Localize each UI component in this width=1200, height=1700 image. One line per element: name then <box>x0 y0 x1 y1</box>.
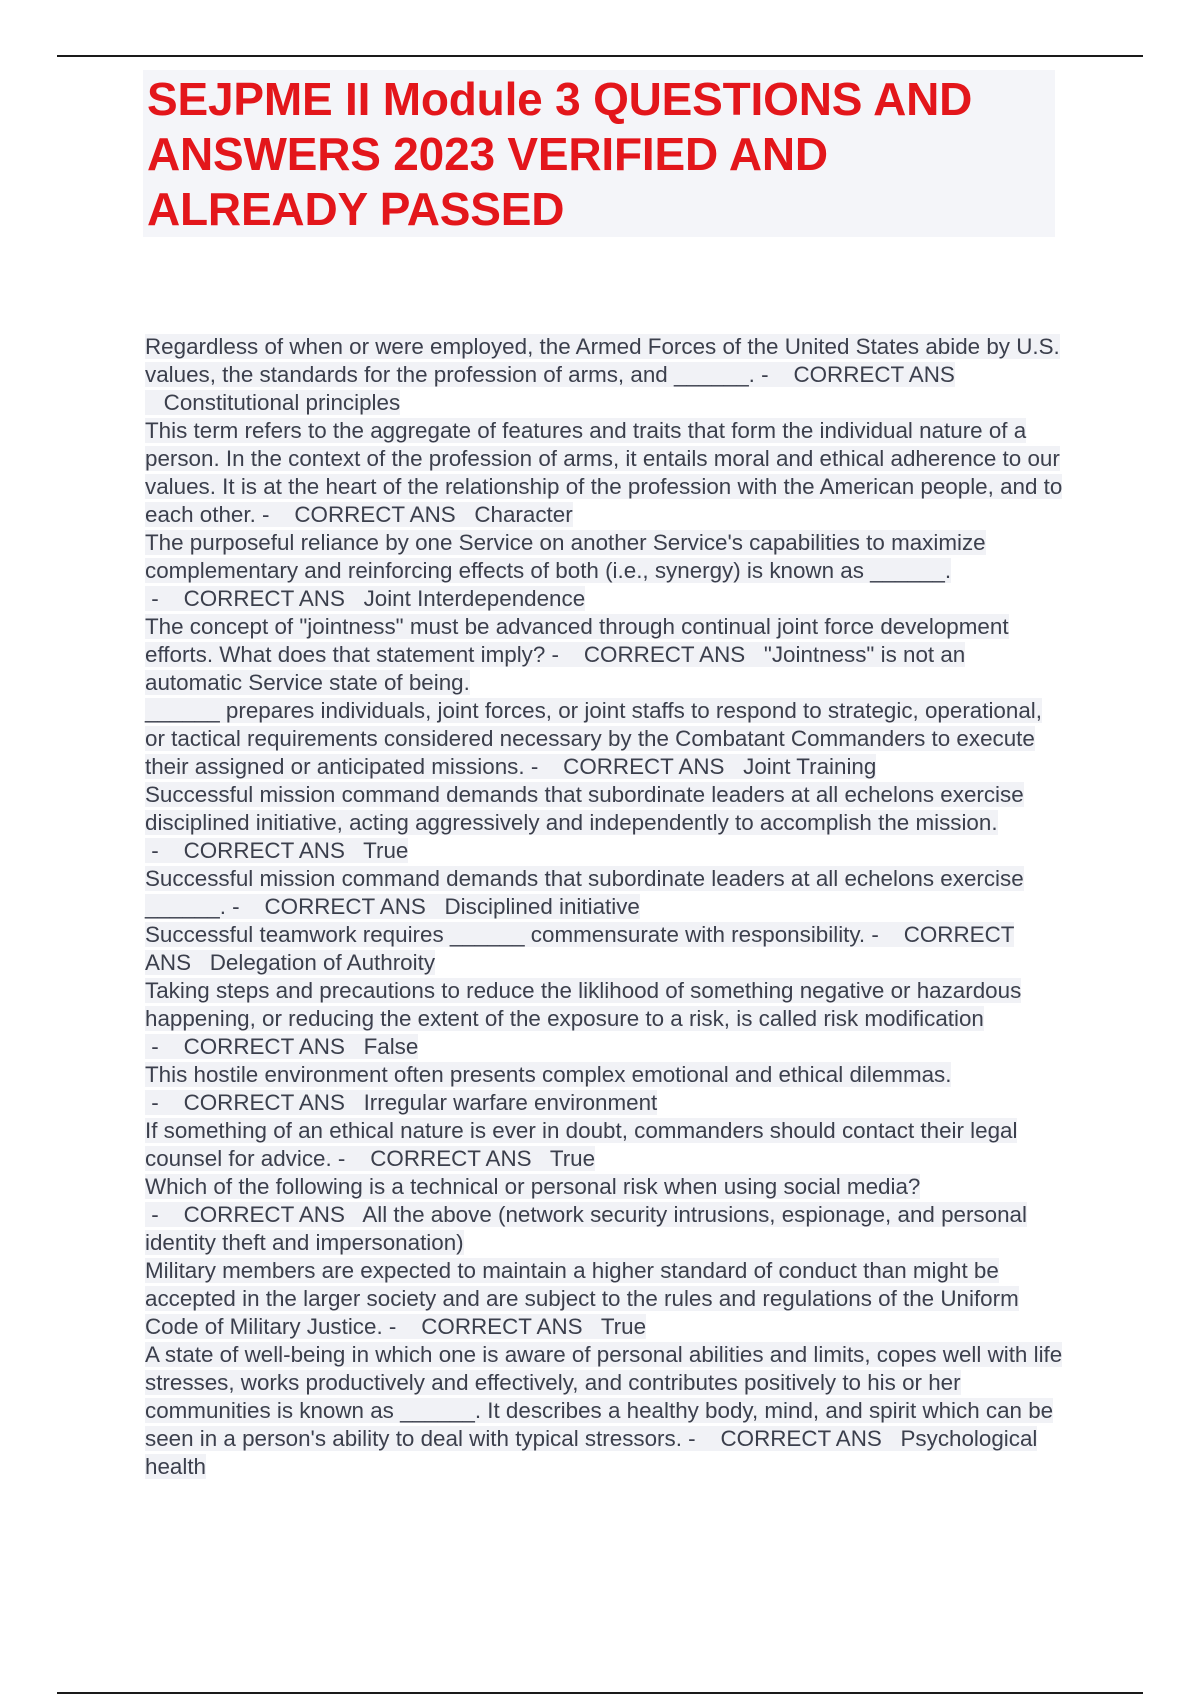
qa-text <box>145 530 986 611</box>
answer-gap <box>426 894 445 919</box>
answer-separator: - <box>524 754 564 779</box>
answer-text: Irregular warfare environment <box>363 1090 658 1115</box>
answer-gap <box>345 1202 362 1227</box>
answer-separator: - <box>754 362 794 387</box>
answer-text: Joint Training <box>743 754 877 779</box>
answer-text: Disciplined initiative <box>444 894 640 919</box>
answer-prefix: CORRECT ANS <box>294 502 456 527</box>
answer-prefix: CORRECT ANS <box>183 838 345 863</box>
qa-text <box>145 782 1024 863</box>
question-text: ______ prepares individuals, joint forces, or joint staffs to respond to strategic, operational, or tactical requirements considered necessary by the Combatant Commanders to execute their assigned or anticipated missions. <box>145 698 1042 779</box>
question-text: The purposeful reliance by one Service on another Service's capabilities to maximize complementary and reinforcing effects of both (i.e., synergy) is known as ______. <box>145 530 986 583</box>
bottom-rule <box>57 1692 1143 1694</box>
answer-prefix: CORRECT ANS <box>720 1426 882 1451</box>
answer-separator: - <box>145 586 184 611</box>
question-text: If something of an ethical nature is ever in doubt, commanders should contact their legal counsel for advice. <box>145 1118 1018 1171</box>
question-text: This term refers to the aggregate of features and traits that form the individual nature of a person. In the context of the profession of arms, it entails moral and ethical adherence to our values. It is at the heart of the relationship of the profession with the American people, and to each other. <box>145 418 1063 527</box>
qa-item <box>145 921 1065 977</box>
answer-text: Joint Interdependence <box>363 586 586 611</box>
answer-text: Constitutional principles <box>163 390 401 415</box>
answer-gap <box>745 642 764 667</box>
qa-text <box>145 1342 1062 1479</box>
answer-text: "Jointness" is not an automatic Service state of being. <box>145 642 966 695</box>
qa-item <box>145 865 1065 921</box>
qa-item <box>145 333 1065 417</box>
answer-prefix: CORRECT ANS <box>421 1314 583 1339</box>
answer-gap <box>345 838 363 863</box>
qa-item <box>145 781 1065 865</box>
answer-prefix: CORRECT ANS <box>563 754 725 779</box>
document-title: SEJPME II Module 3 QUESTIONS AND ANSWERS 2023 VERIFIED AND ALREADY PASSED <box>147 73 973 235</box>
answer-text: Delegation of Authroity <box>209 950 436 975</box>
answer-gap <box>583 1314 601 1339</box>
answer-gap <box>532 1146 550 1171</box>
qa-text <box>145 1062 951 1115</box>
answer-gap <box>191 950 210 975</box>
answer-gap <box>345 586 364 611</box>
question-text: This hostile environment often presents complex emotional and ethical dilemmas. <box>145 1062 952 1087</box>
answer-prefix: CORRECT ANS <box>183 586 345 611</box>
qa-item <box>145 977 1065 1061</box>
qa-text <box>145 698 1042 779</box>
qa-text <box>145 1118 1017 1171</box>
question-text: Which of the following is a technical or personal risk when using social media? <box>145 1174 921 1199</box>
answer-separator: - <box>145 1090 184 1115</box>
answer-text: Character <box>474 502 573 527</box>
question-text: The concept of "jointness" must be advanced through continual joint force development efforts. What does that statement imply? <box>145 614 1009 667</box>
answer-text: True <box>363 838 409 863</box>
question-text: Regardless of when or were employed, the Armed Forces of the United States abide by U.S. values, the standards for the profession of arms, and ______. <box>145 334 1060 387</box>
answer-text: All the above (network security intrusions, espionage, and personal identity theft and impersonation) <box>145 1202 1027 1255</box>
answer-text: Psychological health <box>145 1426 1038 1479</box>
answer-prefix: CORRECT ANS <box>183 1090 345 1115</box>
qa-item <box>145 1173 1065 1257</box>
answer-separator: - <box>225 894 265 919</box>
answer-separator: - <box>865 922 904 947</box>
answer-text: True <box>549 1146 596 1171</box>
qa-list <box>145 333 1065 1481</box>
answer-prefix: CORRECT ANS <box>370 1146 532 1171</box>
qa-text <box>145 334 1060 415</box>
answer-gap <box>724 754 743 779</box>
answer-separator: - <box>331 1146 371 1171</box>
answer-text: False <box>363 1034 419 1059</box>
qa-item <box>145 1257 1065 1341</box>
question-text: Successful teamwork requires ______ commensurate with responsibility. <box>145 922 866 947</box>
answer-prefix: CORRECT ANS <box>183 1202 345 1227</box>
qa-text <box>145 614 1009 695</box>
title-block <box>143 70 1055 237</box>
qa-text <box>145 1258 1019 1339</box>
qa-text <box>145 978 1021 1059</box>
answer-prefix: CORRECT ANS <box>183 1034 345 1059</box>
qa-item <box>145 529 1065 613</box>
question-text: Successful mission command demands that subordinate leaders at all echelons exercise ______. <box>145 866 1024 919</box>
top-rule <box>57 55 1143 57</box>
qa-text <box>145 418 1062 527</box>
answer-gap <box>345 1034 364 1059</box>
answer-gap <box>145 390 164 415</box>
answer-separator: - <box>145 1202 184 1227</box>
answer-prefix: CORRECT ANS <box>145 922 1015 975</box>
qa-item <box>145 697 1065 781</box>
question-text: Successful mission command demands that subordinate leaders at all echelons exercise disciplined initiative, acting aggressively and independently to accomplish the mission. <box>145 782 1024 835</box>
qa-text <box>145 1174 1027 1255</box>
answer-prefix: CORRECT ANS <box>583 642 746 667</box>
qa-item <box>145 1061 1065 1117</box>
answer-separator: - <box>681 1426 721 1451</box>
question-text: A state of well-being in which one is aware of personal abilities and limits, copes well with life stresses, works productively and effectively, and contributes positively to his or her communities is known as ______. It describes a healthy body, mind, and spirit which can be seen in a person's ability to deal with typical stressors. <box>145 1342 1063 1451</box>
answer-gap <box>882 1426 901 1451</box>
answer-separator: - <box>545 642 584 667</box>
answer-gap <box>456 502 475 527</box>
question-text: Military members are expected to maintain a higher standard of conduct than might be accepted in the larger society and are subject to the rules and regulations of the Uniform Code of Military Justice. <box>145 1258 1019 1339</box>
qa-item <box>145 417 1065 529</box>
qa-text <box>145 866 1024 919</box>
qa-item <box>145 1341 1065 1481</box>
qa-item <box>145 1117 1065 1173</box>
answer-prefix: CORRECT ANS <box>264 894 426 919</box>
question-text: Taking steps and precautions to reduce the liklihood of something negative or hazardous happening, or reducing the extent of the exposure to a risk, is called risk modification <box>145 978 1022 1031</box>
answer-separator: - <box>255 502 295 527</box>
qa-item <box>145 613 1065 697</box>
answer-gap <box>345 1090 364 1115</box>
answer-text: True <box>600 1314 647 1339</box>
answer-prefix: CORRECT ANS <box>793 362 955 387</box>
answer-separator: - <box>145 1034 184 1059</box>
answer-separator: - <box>145 838 184 863</box>
answer-separator: - <box>382 1314 422 1339</box>
qa-text <box>145 922 1014 975</box>
